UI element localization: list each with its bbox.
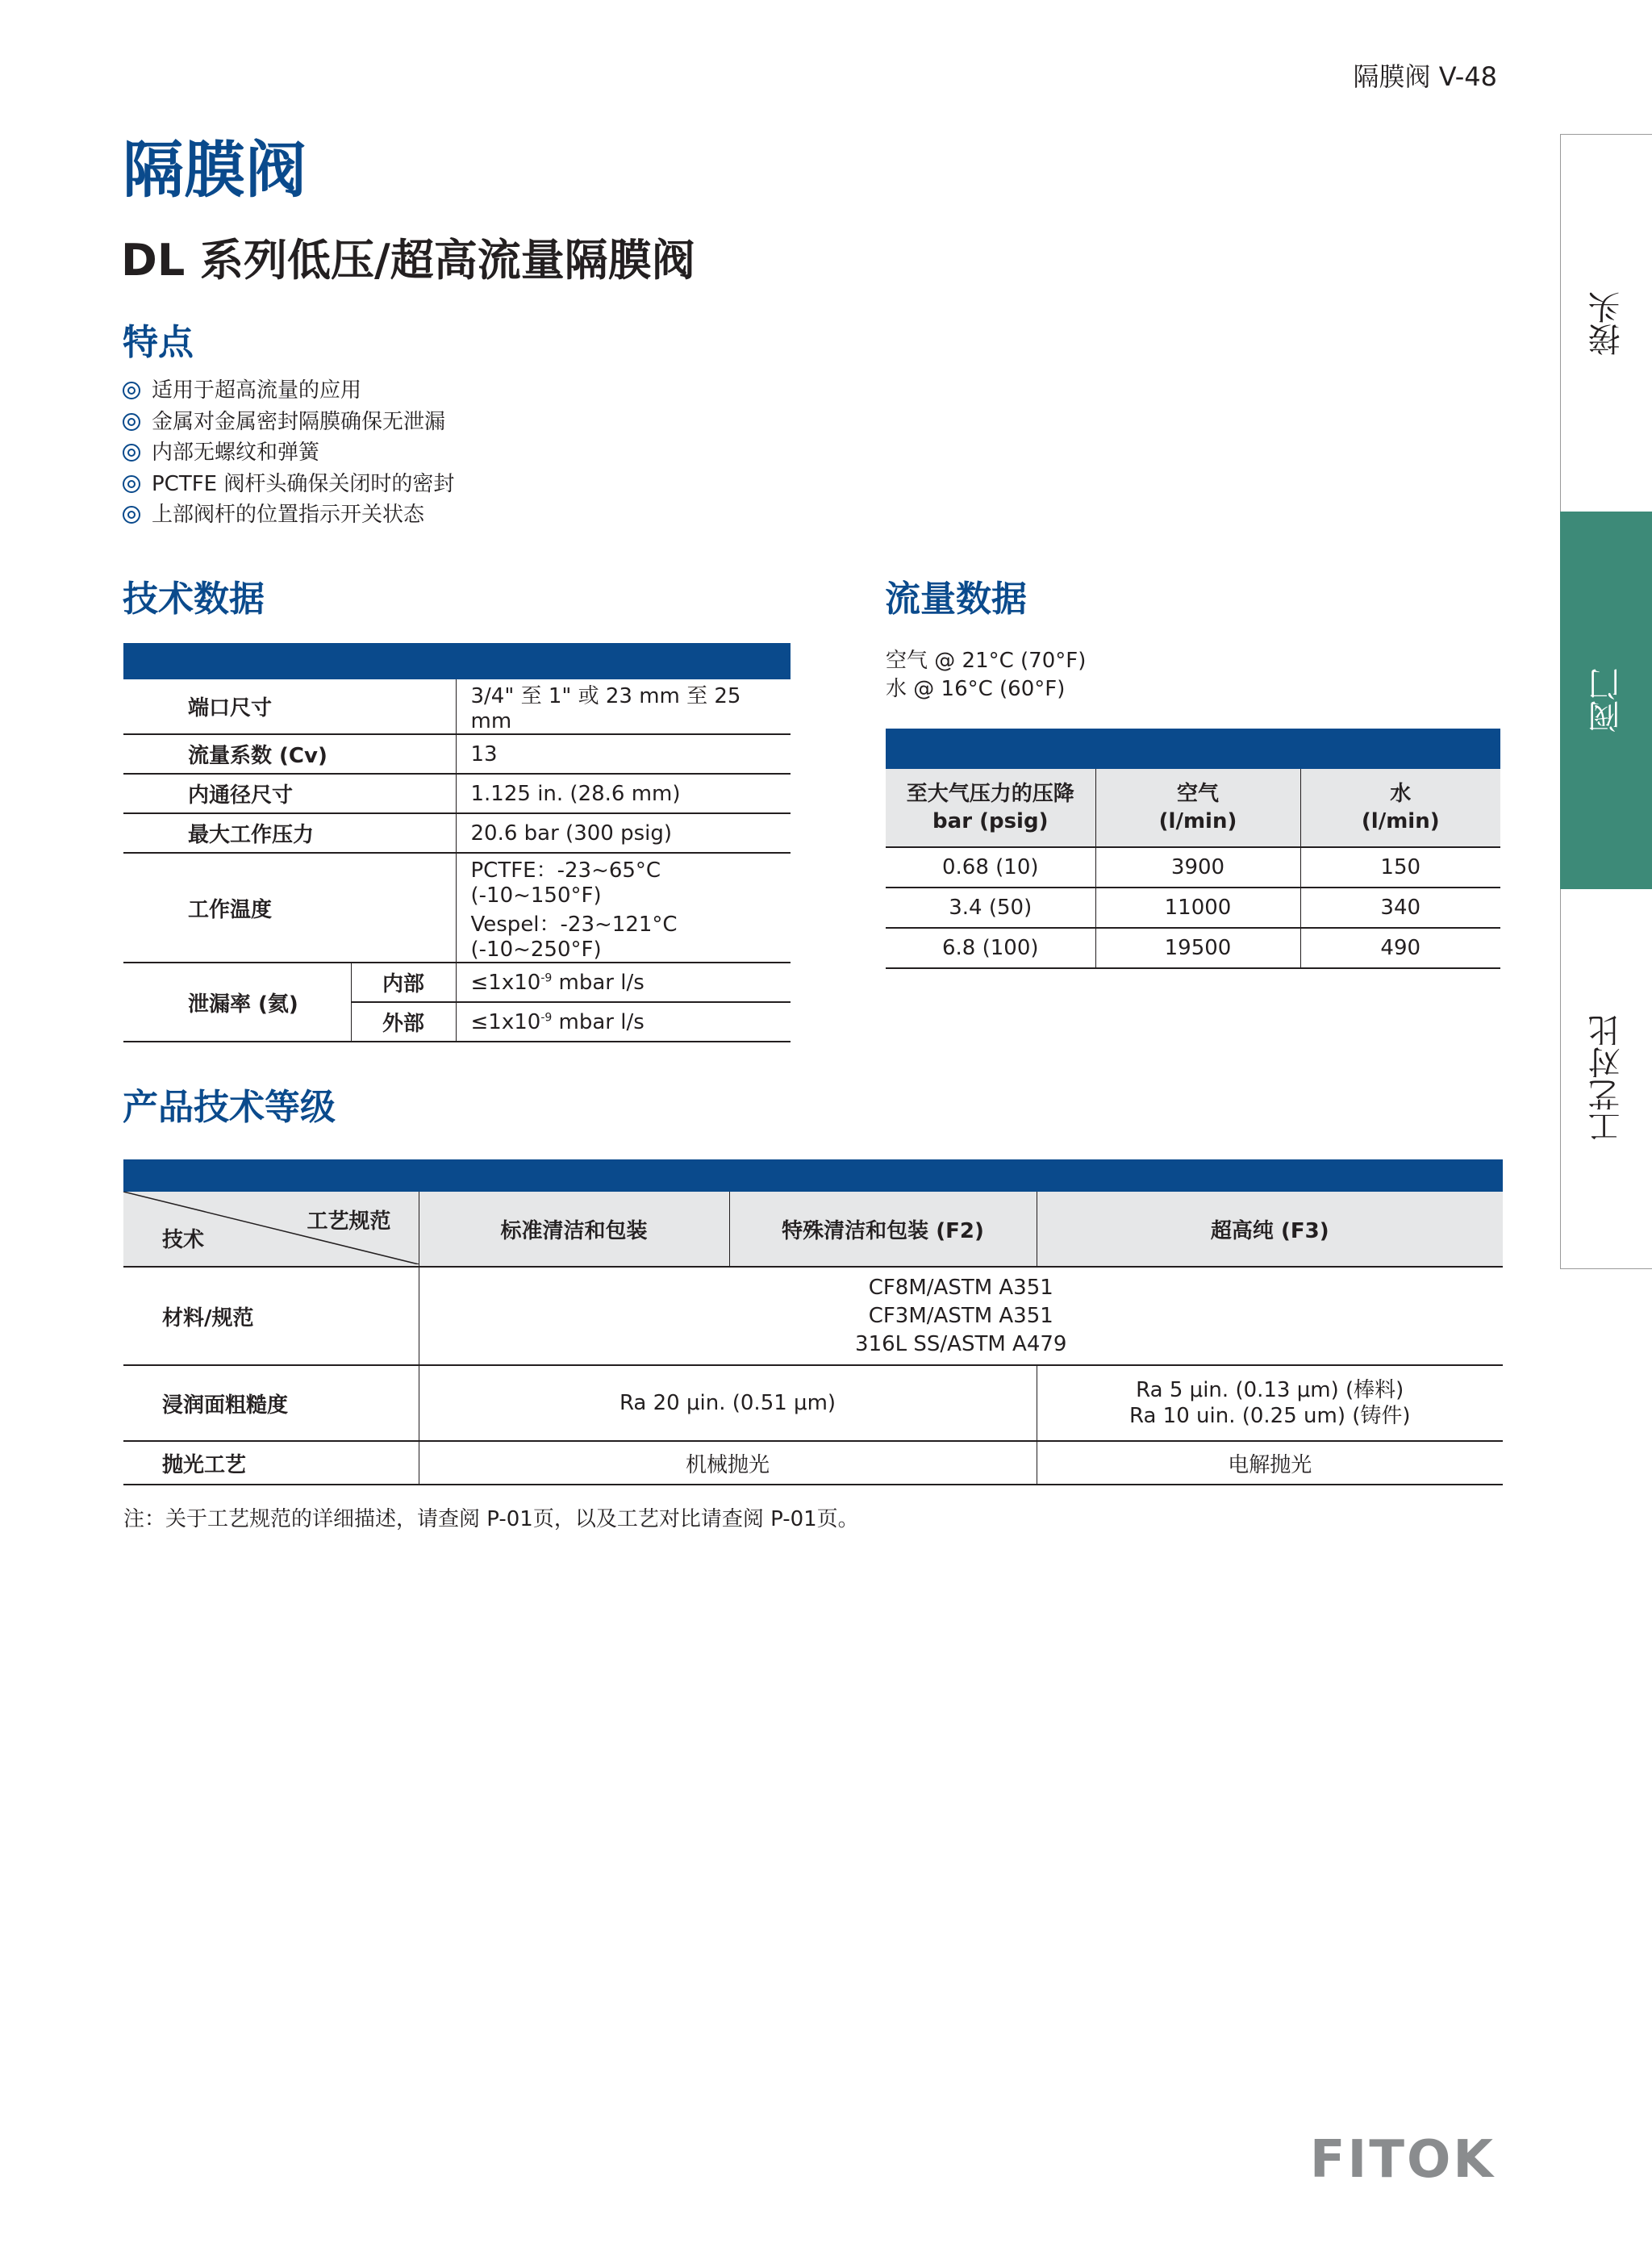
table-cell: Ra 20 μin. (0.51 μm) xyxy=(419,1365,1037,1441)
table-cell: 电解抛光 xyxy=(1037,1441,1503,1485)
table-header-bar xyxy=(123,1159,1503,1192)
table-cell: Ra 5 μin. (0.13 μm) (棒料) Ra 10 uin. (0.25 um) (铸件) xyxy=(1037,1365,1503,1441)
table-header-row xyxy=(886,769,1500,847)
product-grade-heading: 产品技术等级 xyxy=(123,1087,336,1128)
list-item: 上部阀杆的位置指示开关状态 xyxy=(123,499,454,531)
table-row xyxy=(123,1365,1503,1441)
table-header-bar xyxy=(886,729,1500,769)
table-cell: CF8M/ASTM A351 CF3M/ASTM A351 316L SS/ASTM A479 xyxy=(419,1267,1503,1365)
row-value: 3/4" 至 1" 或 23 mm 至 25 mm xyxy=(456,679,791,734)
table-row xyxy=(123,679,791,734)
features-list xyxy=(123,375,454,531)
list-item: 内部无螺纹和弹簧 xyxy=(123,437,454,469)
table-cell: 19500 xyxy=(1095,928,1300,968)
side-tab-nav xyxy=(1560,134,1652,1269)
tab-valves[interactable]: 阀门 xyxy=(1560,512,1652,889)
row-label: 抛光工艺 xyxy=(123,1441,419,1485)
row-label: 材料/规范 xyxy=(123,1267,419,1365)
row-label: 流量系数 (Cv) xyxy=(123,734,456,774)
row-value: Vespel：-23~121°C (-10~250°F) xyxy=(456,908,791,963)
table-cell: 0.68 (10) xyxy=(886,847,1095,888)
circle-bullet-icon xyxy=(123,413,140,431)
table-header-bar xyxy=(123,643,791,679)
product-grade-table xyxy=(123,1192,1503,1485)
flow-data-heading: 流量数据 xyxy=(885,579,1027,620)
column-header: 标准清洁和包装 xyxy=(419,1192,729,1267)
brand-logo: FITOK xyxy=(1309,2130,1496,2190)
row-value: 20.6 bar (300 psig) xyxy=(456,813,791,853)
column-header: 特殊清洁和包装 (F2) xyxy=(729,1192,1037,1267)
row-label: 泄漏率 (氦) xyxy=(123,963,351,1042)
table-cell: 11000 xyxy=(1095,888,1300,928)
row-value: $\le 1x10^{-9}$ mbar l/s xyxy=(456,963,791,1002)
table-header-row xyxy=(123,1192,1503,1267)
flow-conditions xyxy=(886,647,1086,704)
row-label: 浸润面粗糙度 xyxy=(123,1365,419,1441)
table-row xyxy=(123,813,791,853)
table-row xyxy=(886,928,1500,968)
table-cell: 3900 xyxy=(1095,847,1300,888)
tab-process-comparison[interactable]: 工艺对比 xyxy=(1560,889,1652,1269)
table-row xyxy=(123,734,791,774)
table-row xyxy=(123,1441,1503,1485)
row-label: 端口尺寸 xyxy=(123,679,456,734)
flow-data-table xyxy=(886,769,1500,969)
circle-bullet-icon xyxy=(123,444,140,462)
row-label: 工作温度 xyxy=(123,853,456,963)
circle-bullet-icon xyxy=(123,475,140,493)
sub-label: 外部 xyxy=(351,1002,456,1042)
column-header: 水 (l/min) xyxy=(1300,769,1500,847)
tech-data-table xyxy=(123,679,791,1042)
diagonal-corner-header: 工艺规范 技术 xyxy=(123,1192,419,1267)
list-item: 金属对金属密封隔膜确保无泄漏 xyxy=(123,407,454,438)
column-header: 超高纯 (F3) xyxy=(1037,1192,1503,1267)
column-header: 至大气压力的压降 bar (psig) xyxy=(886,769,1095,847)
tab-fittings[interactable]: 接头 xyxy=(1560,134,1652,512)
row-label: 内通径尺寸 xyxy=(123,774,456,813)
table-cell: 3.4 (50) xyxy=(886,888,1095,928)
table-row xyxy=(123,1267,1503,1365)
table-cell: 机械抛光 xyxy=(419,1441,1037,1485)
circle-bullet-icon xyxy=(123,506,140,524)
table-row xyxy=(123,963,791,1002)
tech-data-heading: 技术数据 xyxy=(123,579,265,620)
product-subtitle: DL 系列低压/超高流量隔膜阀 xyxy=(121,235,695,286)
table-row xyxy=(886,847,1500,888)
column-header: 空气 (l/min) xyxy=(1095,769,1300,847)
row-value: 13 xyxy=(456,734,791,774)
list-item: 适用于超高流量的应用 xyxy=(123,375,454,407)
page-reference: 隔膜阀 V-48 xyxy=(1353,61,1497,92)
features-heading: 特点 xyxy=(123,322,194,363)
table-row xyxy=(886,888,1500,928)
water-condition: 水 @ 16°C (60°F) xyxy=(886,677,1066,701)
sub-label: 内部 xyxy=(351,963,456,1002)
page-title: 隔膜阀 xyxy=(123,134,307,206)
table-cell: 6.8 (100) xyxy=(886,928,1095,968)
table-row xyxy=(123,774,791,813)
row-label: 最大工作压力 xyxy=(123,813,456,853)
table-row xyxy=(123,853,791,908)
row-value: $\le 1x10^{-9}$ mbar l/s xyxy=(456,1002,791,1042)
table-cell: 340 xyxy=(1300,888,1500,928)
footnote: 注：关于工艺规范的详细描述，请查阅 P-01页，以及工艺对比请查阅 P-01页。 xyxy=(123,1507,859,1531)
list-item: PCTFE 阀杆头确保关闭时的密封 xyxy=(123,469,454,500)
row-value: 1.125 in. (28.6 mm) xyxy=(456,774,791,813)
circle-bullet-icon xyxy=(123,382,140,399)
air-condition: 空气 @ 21°C (70°F) xyxy=(886,649,1087,673)
table-cell: 490 xyxy=(1300,928,1500,968)
row-value: PCTFE：-23~65°C (-10~150°F) xyxy=(470,858,661,908)
table-cell: 150 xyxy=(1300,847,1500,888)
